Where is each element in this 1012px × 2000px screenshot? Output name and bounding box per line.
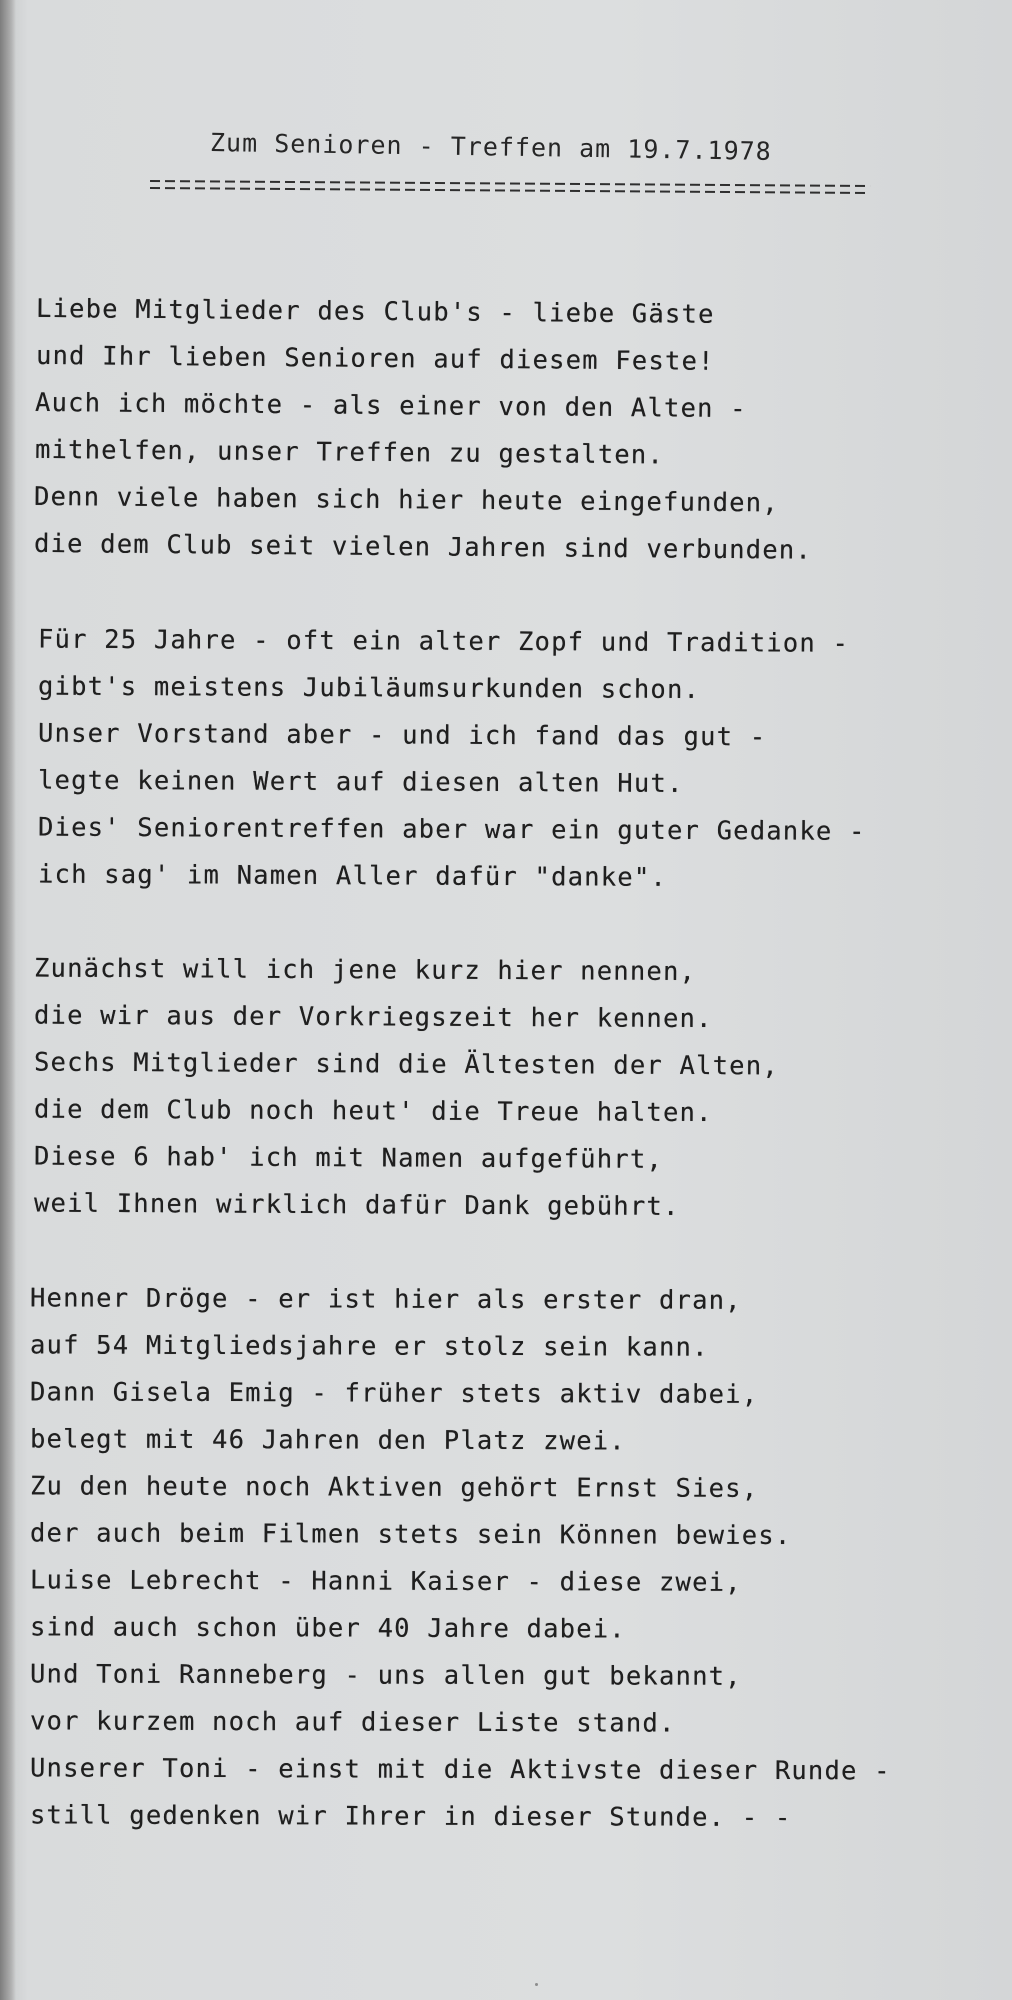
poem-line: belegt mit 46 Jahren den Platz zwei.	[29, 1424, 626, 1457]
poem-line: die dem Club seit vielen Jahren sind verbunden.	[33, 528, 813, 566]
stanza-3	[34, 948, 974, 1230]
poem-line: ich sag' im Namen Aller dafür "danke".	[37, 859, 668, 893]
poem-line: Zunächst will ich jene kurz hier nennen,	[33, 953, 697, 988]
poem-line: Für 25 Jahre - oft ein alter Zopf und Tradition -	[37, 624, 850, 659]
ink-speck	[535, 1983, 538, 1986]
poem-line: Dies' Seniorentreffen aber war ein guter Gedanke -	[37, 812, 866, 847]
poem-line: mithelfen, unser Treffen zu gestalten.	[34, 434, 665, 471]
page-binding-shadow	[0, 0, 16, 2000]
poem-line: sind auch schon über 40 Jahre dabei.	[29, 1612, 626, 1645]
poem-line: auf 54 Mitgliedsjahre er stolz sein kann.	[29, 1330, 709, 1363]
poem-line: Sechs Mitglieder sind die Ältesten der Alten,	[33, 1047, 779, 1082]
stanza-4	[29, 1277, 974, 1841]
stanza-1	[34, 290, 974, 572]
poem-line: Zu den heute noch Aktiven gehört Ernst Sies,	[29, 1471, 759, 1504]
poem-line: Denn viele haben sich hier heute eingefunden,	[33, 481, 779, 519]
poem-line: Unserer Toni - einst mit die Aktivste dieser Runde -	[29, 1753, 891, 1787]
poem-line: Liebe Mitglieder des Club's - liebe Gäste	[35, 293, 715, 330]
poem-line: Henner Dröge - er ist hier als erster dran,	[29, 1283, 742, 1316]
poem-line: die dem Club noch heut' die Treue halten.	[33, 1094, 713, 1129]
document-title: Zum Senioren - Treffen am 19.7.1978	[209, 128, 772, 166]
title-underline	[150, 180, 870, 199]
poem-line: still gedenken wir Ihrer in dieser Stunde. - -	[29, 1800, 792, 1834]
poem-line: und Ihr lieben Senioren auf diesem Feste!	[35, 340, 715, 377]
poem-line: der auch beim Filmen stets sein Können bewies.	[29, 1518, 792, 1552]
poem-body	[29, 290, 974, 1841]
poem-line: vor kurzem noch auf dieser Liste stand.	[29, 1706, 676, 1739]
poem-line: Diese 6 hab' ich mit Namen aufgeführt,	[33, 1141, 664, 1175]
poem-line: Dann Gisela Emig - früher stets aktiv dabei,	[29, 1377, 759, 1410]
stanza-gap	[34, 572, 974, 619]
poem-line: weil Ihnen wirklich dafür Dank gebührt.	[33, 1188, 680, 1222]
poem-line: Auch ich möchte - als einer von den Alten -	[34, 387, 747, 425]
stanza-gap	[34, 1230, 974, 1277]
poem-line: gibt's meistens Jubiläumsurkunden schon.	[37, 671, 701, 706]
poem-line: Unser Vorstand aber - und ich fand das gut -	[37, 718, 767, 753]
poem-line: legte keinen Wert auf diesen alten Hut.	[37, 765, 684, 799]
poem-line: Und Toni Ranneberg - uns allen gut bekannt,	[29, 1659, 742, 1692]
stanza-2	[34, 619, 974, 901]
poem-line: Luise Lebrecht - Hanni Kaiser - diese zwei,	[29, 1565, 742, 1598]
poem-line: die wir aus der Vorkriegszeit her kennen.	[33, 1000, 713, 1035]
stanza-gap	[34, 901, 974, 948]
